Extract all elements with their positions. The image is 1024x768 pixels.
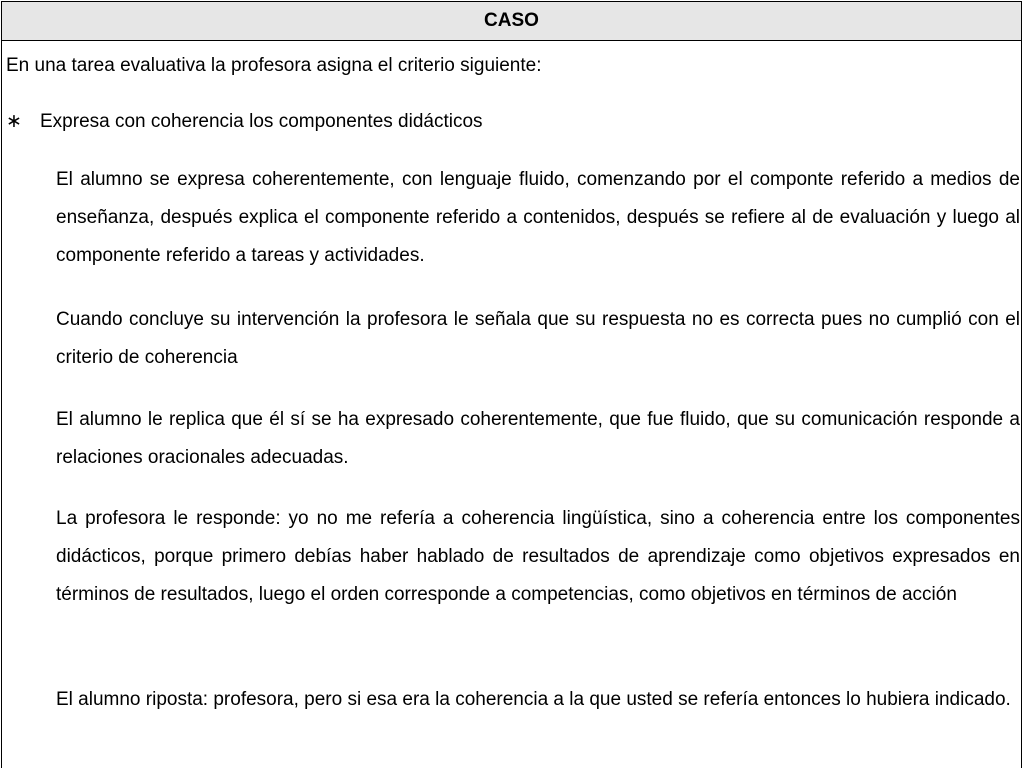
paragraph-4: La profesora le responde: yo no me refería a coherencia lingüística, sino a coherencia entre los componentes didácticos, porque primero debías haber hablado de resultados de aprendizaje como objetivos expresados en términos de resultados, luego el orden corresponde a competencias, como objetivos en términos de acción <box>56 508 1020 605</box>
paragraph-2: Cuando concluye su intervención la profesora le señala que su respuesta no es correcta pues no cumplió con el criterio de coherencia <box>56 309 1020 368</box>
header-title: CASO <box>484 10 539 31</box>
paragraph-1: El alumno se expresa coherentemente, con lenguaje fluido, comenzando por el componte referido a medios de enseñanza, después explica el componente referido a contenidos, después se refiere al de evaluación y luego al componente referido a tareas y actividades. <box>56 169 1020 266</box>
paragraph-3: El alumno le replica que él sí se ha expresado coherentemente, que fue fluido, que su comunicación responde a relaciones oracionales adecuadas. <box>56 409 1020 468</box>
intro-text: En una tarea evaluativa la profesora asigna el criterio siguiente: <box>6 55 542 76</box>
criterion-text: Expresa con coherencia los componentes didácticos <box>40 111 483 132</box>
criterion-item <box>6 108 483 136</box>
bullet-icon: ∗ <box>6 111 22 132</box>
table-header <box>1 1 1022 41</box>
paragraph-5: El alumno riposta: profesora, pero si esa era la coherencia a la que usted se refería entonces lo hubiera indicado. <box>56 689 1011 710</box>
